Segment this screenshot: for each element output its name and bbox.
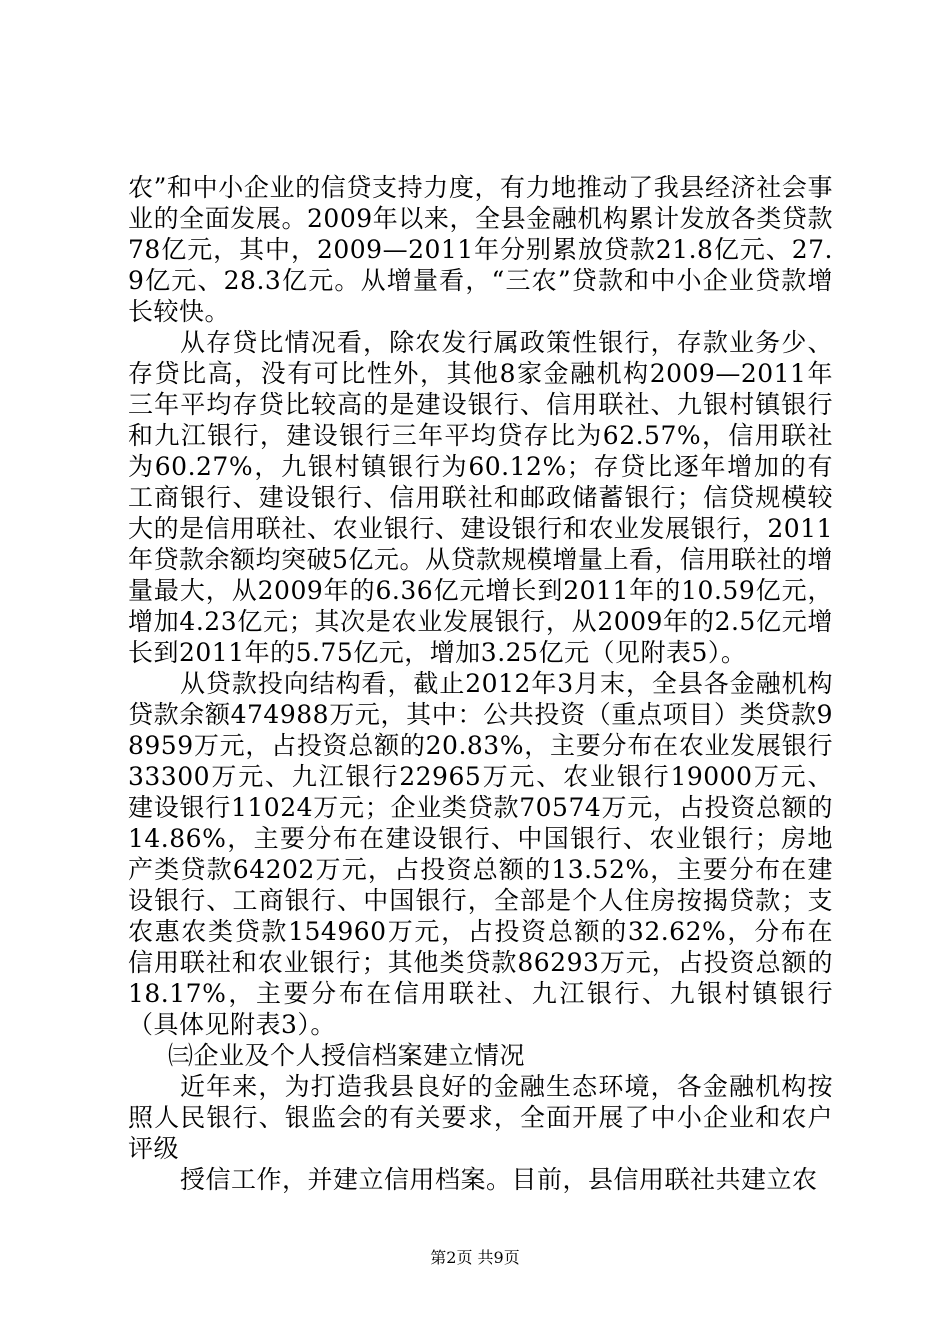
- paragraph-deposit-loan-ratio: 从存贷比情况看，除农发行属政策性银行，存款业务少、存贷比高，没有可比性外，其他8家金融机构2009—2011年三年平均存贷比较高的是建设银行、信用联社、九银村镇银行和九江银行，建设银行三年平均贷存比为62.57%，信用联社为60.27%，九银村镇银行为60.12%；存贷比逐年增加的有工商银行、建设银行、信用联社和邮政储蓄银行；信贷规模较大的是信用联社、农业银行、建设银行和农业发展银行，2011年贷款余额均突破5亿元。从贷款规模增量上看，信用联社的增量最大，从2009年的6.36亿元增长到2011年的10.59亿元，增加4.23亿元；其次是农业发展银行，从2009年的2.5亿元增长到2011年的5.75亿元，增加3.25亿元（见附表5）。: [128, 328, 833, 667]
- paragraph-credit-files: 授信工作，并建立信用档案。目前，县信用联社共建立农: [180, 1165, 818, 1194]
- paragraph-loan-overview: 农”和中小企业的信贷支持力度，有力地推动了我县经济社会事业的全面发展。2009年以来，全县金融机构累计发放各类贷款78亿元，其中，2009—2011年分别累放贷款21.8亿元、27.9亿元、28.3亿元。从增量看，“三农”贷款和中小企业贷款增长较快。: [128, 173, 833, 326]
- document-body: [128, 172, 833, 1195]
- paragraph-loan-structure: 从贷款投向结构看，截止2012年3月末，全县各金融机构贷款余额474988万元，其中：公共投资（重点项目）类贷款98959万元，占投资总额的20.83%，主要分布在农业发展银行33300万元、九江银行22965万元、农业银行19000万元、建设银行11024万元；企业类贷款70574万元，占投资总额的14.86%，主要分布在建设银行、中国银行、农业银行；房地产类贷款64202万元，占投资总额的13.52%，主要分布在建设银行、工商银行、中国银行，全部是个人住房按揭贷款；支农惠农类贷款154960万元，占投资总额的32.62%，分布在信用联社和农业银行；其他类贷款86293万元，占投资总额的18.17%，主要分布在信用联社、九江银行、九银村镇银行（具体见附表3）。: [128, 669, 833, 1039]
- page-number-footer: 第2页 共9页: [430, 1248, 520, 1267]
- paragraph-credit-rating: 近年来，为打造我县良好的金融生态环境，各金融机构按照人民银行、银监会的有关要求，全面开展了中小企业和农户评级: [128, 1072, 833, 1163]
- section-heading-credit-files: ㈢企业及个人授信档案建立情况: [168, 1041, 526, 1070]
